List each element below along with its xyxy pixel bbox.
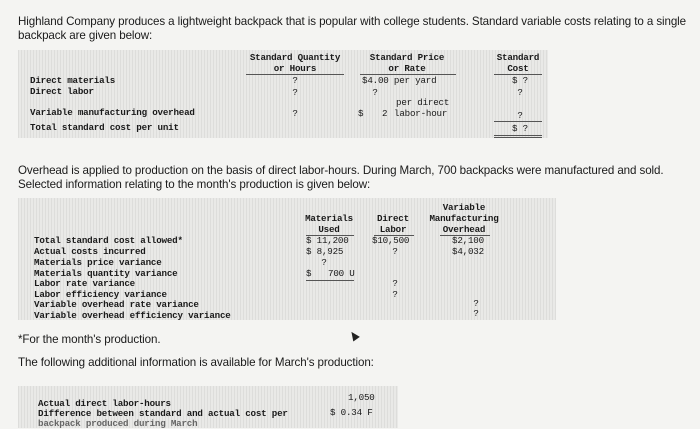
prod-row-total-standard-lab: $10,500 [372,235,410,246]
header-overhead: Overhead [442,224,486,235]
row-direct-materials-qty: ? [292,75,298,86]
row-variable-overhead-unit-2: labor-hour [394,108,448,119]
header-direct: Direct [377,213,409,224]
prod-row-mat-qty-label: Materials quantity variance [34,268,178,279]
header-standard-cost-2: Cost [507,63,529,74]
header-standard-price: Standard Price [369,52,445,63]
prod-row-labor-rate-lab: ? [392,278,398,289]
row-direct-materials-price: $4.00 per yard [362,75,437,86]
row-direct-labor-price: ? [372,87,378,98]
prod-row-labor-eff-lab: ? [392,289,398,300]
prod-row-mat-qty-dollar: $ [306,268,312,279]
total-double-line-1 [494,135,542,136]
row-variable-overhead-unit-1: per direct [396,97,450,108]
actual-dlh-value: 1,050 [348,392,375,403]
row-variable-overhead-cost: ? [517,110,523,121]
actual-dlh-label: Actual direct labor-hours [38,398,171,409]
footnote: *For the month's production. [18,333,161,346]
header-standard-quantity: Standard Quantity [249,52,341,63]
middle-line-1: Overhead is applied to production on the basis of direct labor-hours. During March, 700 backpacks were manufactured and sold. [18,164,664,177]
prod-row-total-standard-voh: $2,100 [452,235,484,246]
materials-total-line [306,280,354,281]
header-labor: Labor [379,224,407,235]
mouse-cursor-icon [348,330,360,342]
prod-row-actual-mat: $ 8,925 [306,246,344,257]
prod-row-labor-rate-label: Labor rate variance [34,278,135,289]
prod-row-voh-rate-voh: ? [473,298,479,309]
additional-info-text: The following additional information is available for March's production: [18,356,374,369]
total-cost-line [494,121,542,122]
row-total-cost: $ ? [512,123,528,134]
header-standard-cost-1: Standard [496,52,540,63]
prod-row-actual-label: Actual costs incurred [34,246,146,257]
row-direct-labor-label: Direct labor [30,86,94,97]
prod-row-mat-qty-mat: 700 U [328,268,355,279]
prod-row-total-standard-label: Total standard cost allowed* [34,235,183,246]
row-direct-materials-cost: $ ? [512,75,528,86]
prod-row-actual-lab: ? [392,246,398,257]
prod-row-voh-rate-label: Variable overhead rate variance [34,299,199,310]
row-direct-labor-cost: ? [517,87,523,98]
row-total-label: Total standard cost per unit [30,122,179,133]
prod-row-mat-price-mat: ? [321,257,327,268]
total-double-line-2 [494,137,542,138]
prod-row-voh-eff-voh: ? [473,308,479,319]
row-direct-labor-qty: ? [292,87,298,98]
row-variable-overhead-rate: 2 [382,108,388,119]
row-variable-overhead-qty: ? [292,108,298,119]
prod-row-voh-eff-label: Variable overhead efficiency variance [34,310,231,321]
backpack-produced-label: backpack produced during March [38,418,198,429]
middle-line-2: Selected information relating to the month's production is given below: [18,178,371,191]
row-variable-overhead-dollar: $ [358,108,364,119]
row-direct-materials-label: Direct materials [30,75,116,86]
row-variable-overhead-label: Variable manufacturing overhead [30,107,195,118]
difference-value: $ 0.34 F [330,407,373,418]
header-materials: Materials [305,213,353,224]
header-used: Used [318,224,340,235]
prod-row-actual-voh: $4,032 [452,246,484,257]
intro-line-1: Highland Company produces a lightweight backpack that is popular with college students. Standard variable costs relating to a single [18,15,687,28]
intro-line-2: backpack are given below: [18,29,153,42]
intro-text [18,15,686,43]
header-variable: Variable [442,202,486,213]
prod-row-mat-price-label: Materials price variance [34,257,162,268]
header-or-hours: or Hours [273,63,317,74]
header-manufacturing: Manufacturing [429,213,499,224]
prod-row-labor-eff-label: Labor efficiency variance [34,289,167,300]
difference-label: Difference between standard and actual cost per [38,408,288,419]
prod-row-total-standard-mat: $ 11,200 [306,235,349,246]
middle-text [18,164,664,192]
header-or-rate: or Rate [388,63,426,74]
